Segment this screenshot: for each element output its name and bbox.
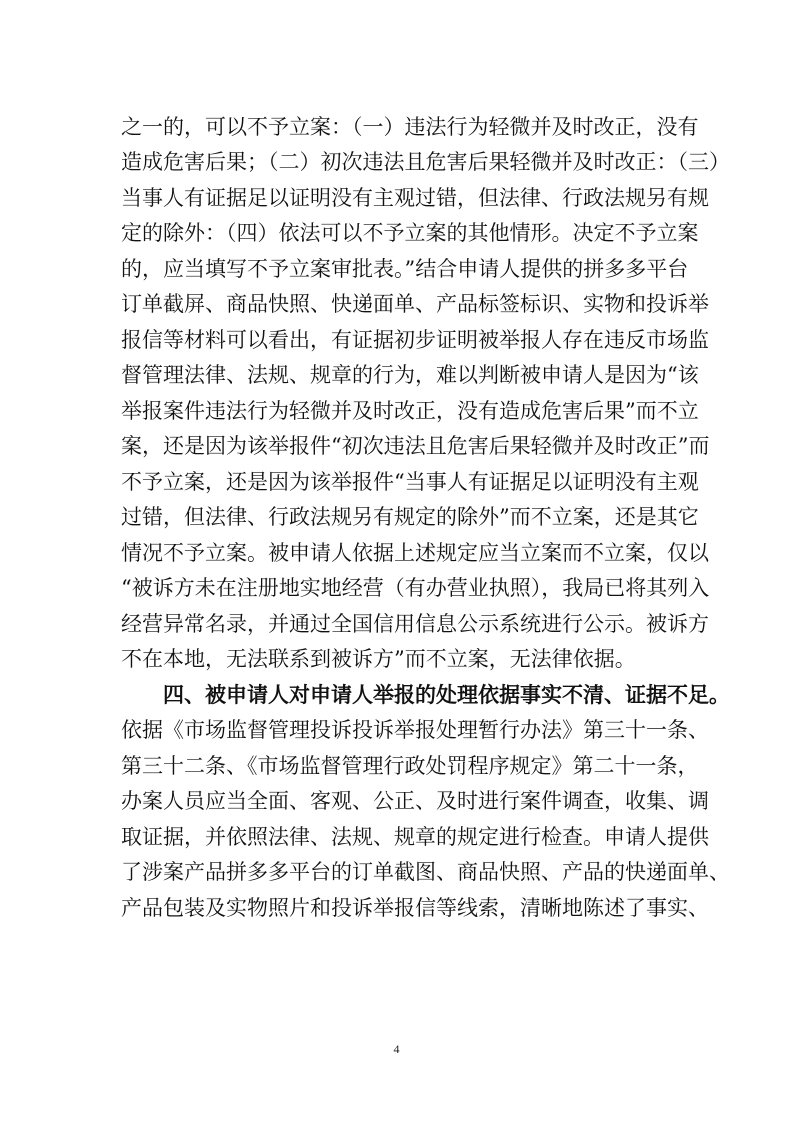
text-line: 经营异常名录，并通过全国信用信息公示系统进行公示。被诉方 (121, 612, 709, 636)
text-line: 第三十二条、《市场监督管理行政处罚程序规定》第二十一条， (121, 754, 699, 778)
text-line: 依据《市场监督管理投诉投诉举报处理暂行办法》第三十一条、 (121, 718, 709, 742)
text-line: “被诉方未在注册地实地经营（有办营业执照），我局已将其列入 (121, 576, 710, 600)
text-line: 了涉案产品拼多多平台的订单截图、商品快照、产品的快递面单、 (121, 860, 730, 884)
text-line: 报信等材料可以看出，有证据初步证明被举报人存在违反市场监 (121, 328, 709, 352)
text-line: 不在本地，无法联系到被诉方”而不立案，无法律依据。 (121, 647, 636, 671)
text-line: 情况不予立案。被申请人依据上述规定应当立案而不立案，仅以 (121, 541, 709, 565)
text-line: 定的除外：（四）依法可以不予立案的其他情形。决定不予立案 (121, 221, 699, 245)
section-heading: 四、被申请人对申请人举报的处理依据事实不清、证据不足。 (163, 683, 730, 707)
text-line: 办案人员应当全面、客观、公正、及时进行案件调查，收集、调 (121, 789, 709, 813)
text-line: 之一的，可以不予立案：（一）违法行为轻微并及时改正，没有 (121, 115, 699, 139)
text-line: 过错，但法律、行政法规另有规定的除外”而不立案，还是其它 (121, 505, 699, 529)
text-line: 不予立案，还是因为该举报件“当事人有证据足以证明没有主观 (121, 470, 699, 494)
text-line: 造成危害后果；（二）初次违法且危害后果轻微并及时改正：（三） (121, 150, 730, 174)
page-number: 4 (393, 1042, 400, 1056)
text-line: 取证据，并依照法律、法规、规章的规定进行检查。申请人提供 (121, 825, 709, 849)
text-line: 举报案件违法行为轻微并及时改正，没有造成危害后果”而不立 (121, 399, 699, 423)
text-line: 督管理法律、法规、规章的行为，难以判断被申请人是因为“该 (121, 363, 699, 387)
text-line: 的，应当填写不予立案审批表。”结合申请人提供的拼多多平台 (121, 257, 689, 281)
text-line: 当事人有证据足以证明没有主观过错，但法律、行政法规另有规 (121, 186, 709, 210)
text-line: 产品包装及实物照片和投诉举报信等线索，清晰地陈述了事实、 (121, 896, 709, 920)
text-line: 订单截屏、商品快照、快递面单、产品标签标识、实物和投诉举 (121, 292, 709, 316)
text-line: 案，还是因为该举报件“初次违法且危害后果轻微并及时改正”而 (121, 434, 710, 458)
